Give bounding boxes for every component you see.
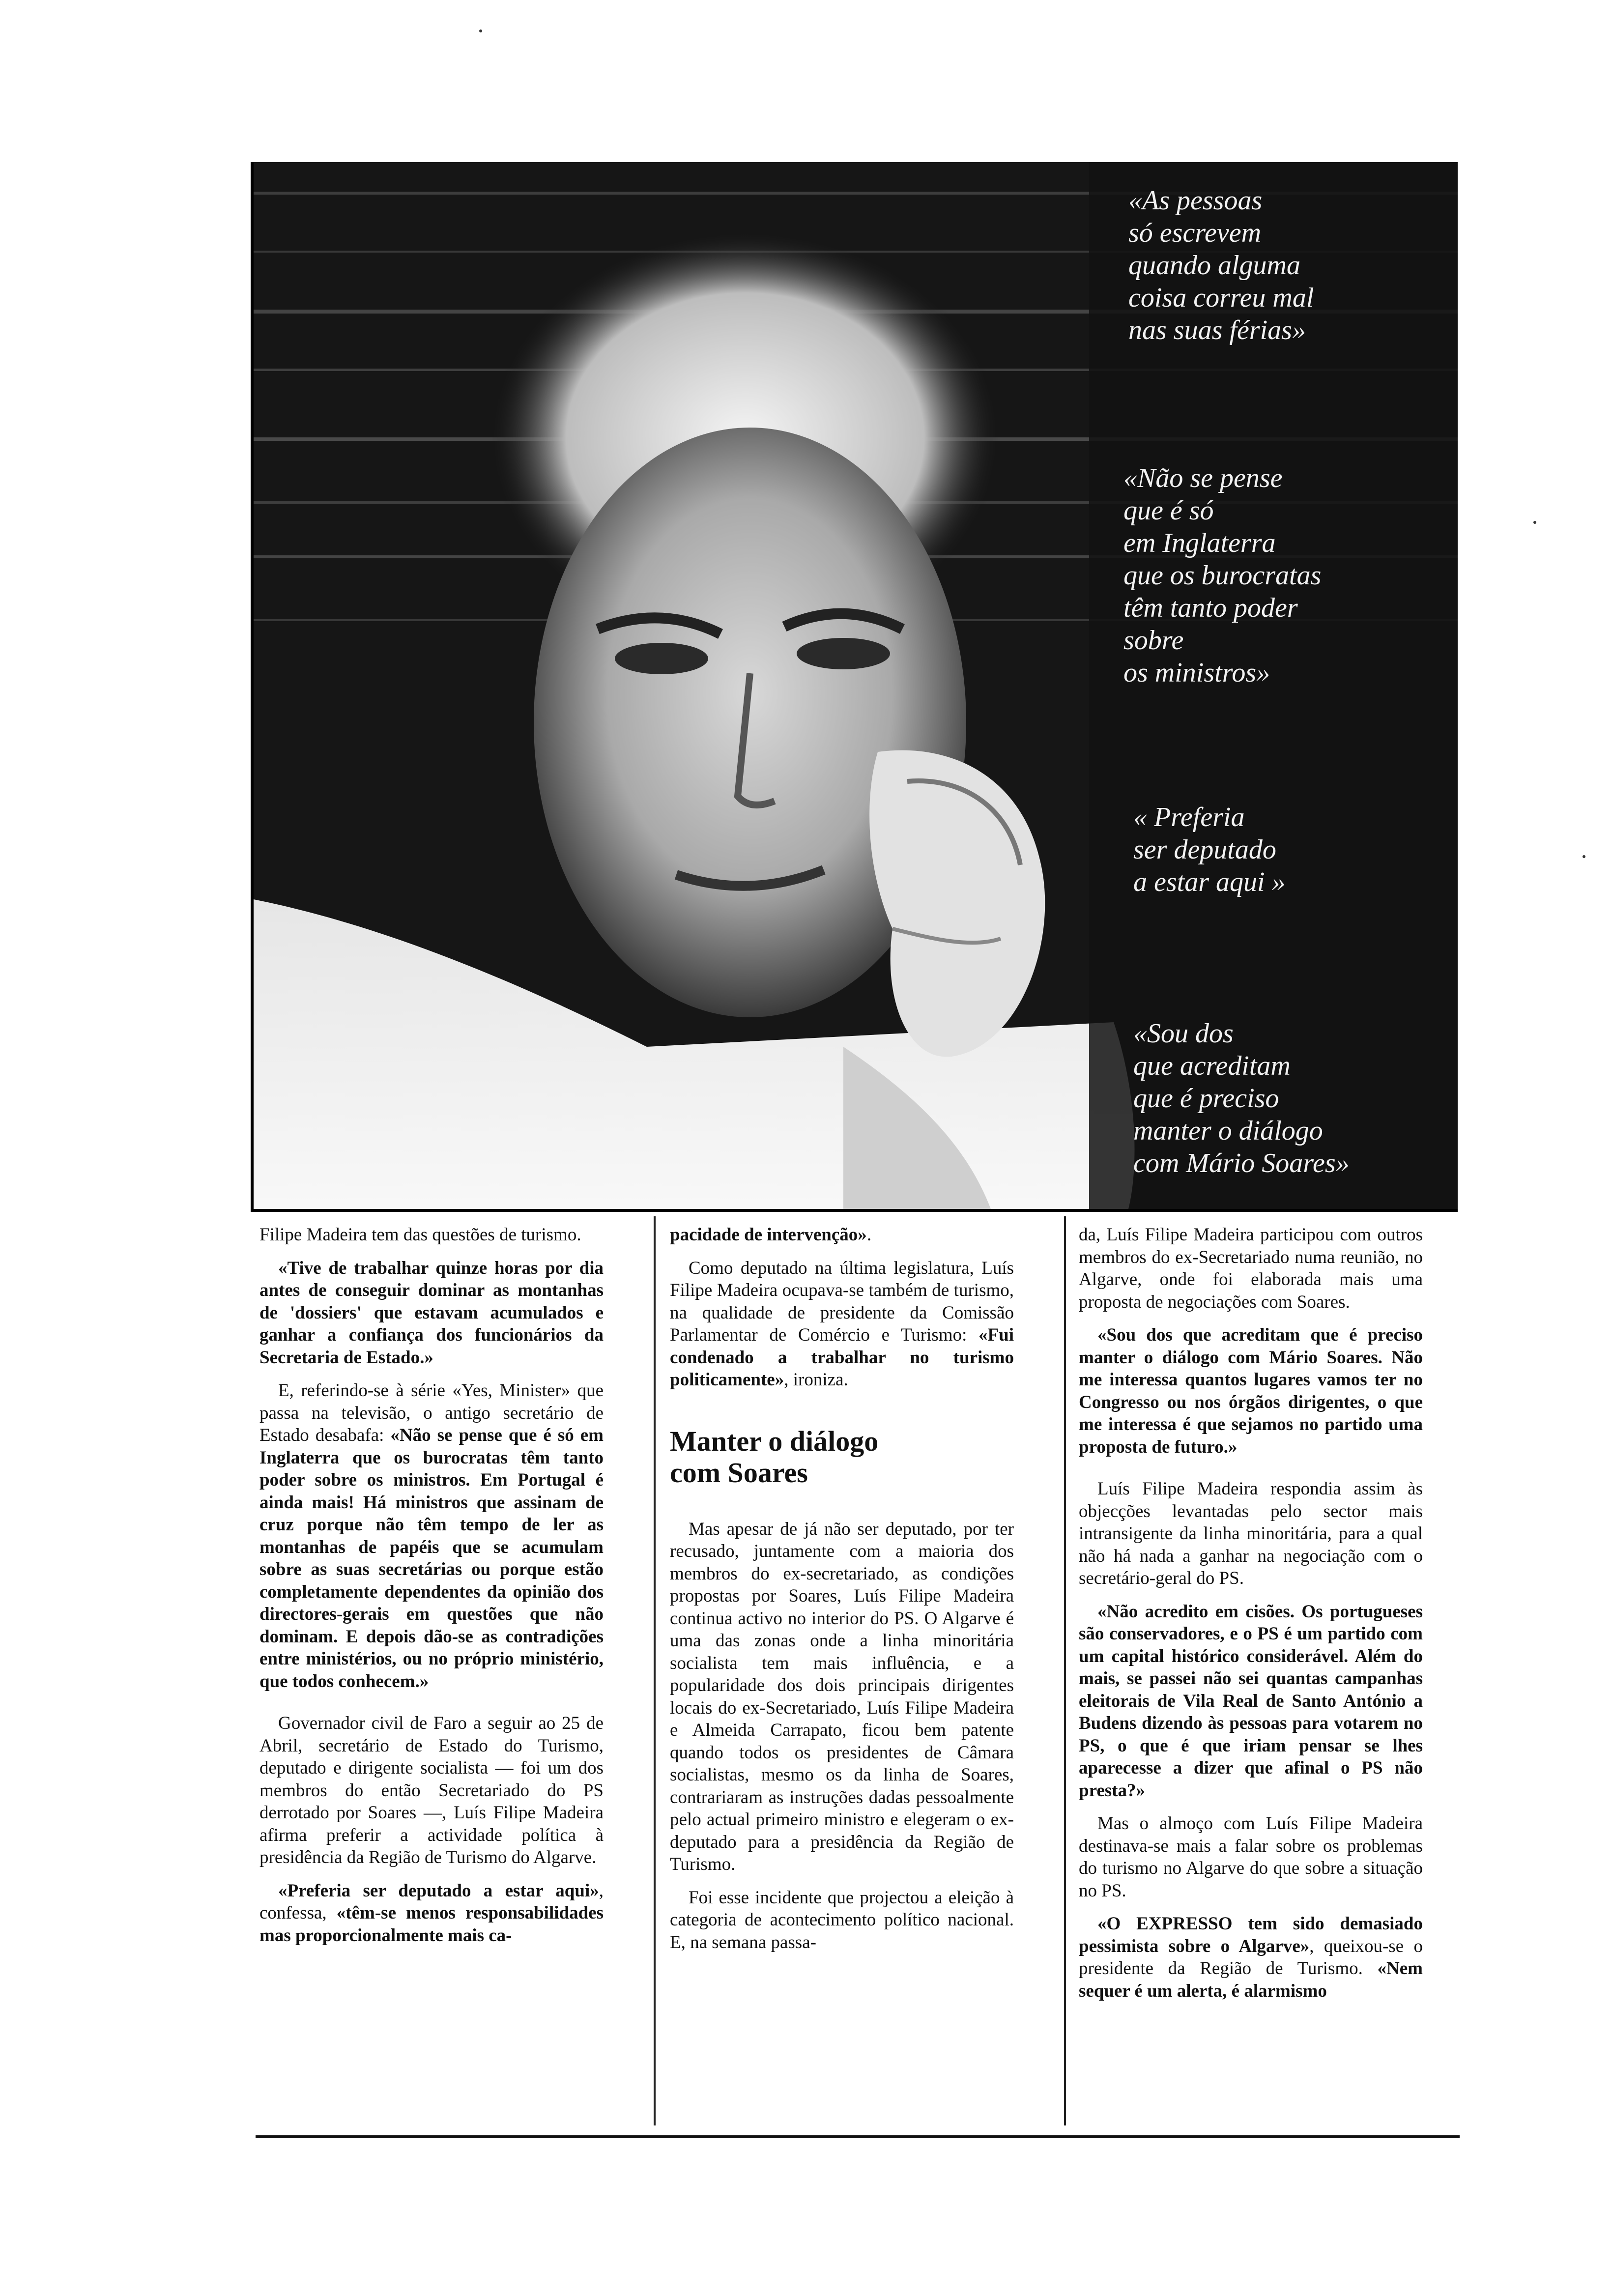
portrait-photo (251, 162, 1458, 1212)
bold-quote: «O EXPRESSO tem sido demasiado pessimista sobre o Algarve» (1079, 1914, 1423, 1956)
text: . (866, 1225, 872, 1245)
paragraph: Luís Filipe Madeira respondia assim às objecções levantadas pelo sector mais intransigente da linha minoritária, para a qual não há nada a ganhar na negociação com o secretário-geral do PS. (1079, 1479, 1423, 1588)
bold-quote: pacidade de intervenção» (670, 1225, 867, 1245)
scan-speck (479, 29, 482, 32)
bold-quote: «Não acredito em cisões. Os portugueses são conservadores, e o PS é um partido com um capital histórico considerável. Além do mais, se passei não sei quantas campanhas eleitorais de Vila Real de Santo António a Budens dizendo às pessoas para votarem no PS, o que é que iriam pensar se lhes aparecesse a dizer que afinal o PS não presta?» (1079, 1601, 1423, 1801)
bold-quote: «têm-se menos responsabilidades mas proporcionalmente mais ca- (259, 1903, 604, 1946)
article-column-1 (259, 1224, 604, 2133)
paragraph: Mas o almoço com Luís Filipe Madeira destinava-se mais a falar sobre os problemas do turismo no Algarve do que sobre a situação no PS. (1079, 1813, 1423, 1901)
paragraph: da, Luís Filipe Madeira participou com outros membros do ex-Secretariado numa reunião, no Algarve, onde foi elaborada mais uma proposta de negociações com Soares. (1079, 1225, 1423, 1312)
pull-quote-dialogo: «Sou dos que acreditam que é preciso manter o diálogo com Mário Soares» (1133, 1018, 1350, 1178)
bold-quote: «Nem sequer é um alerta, é alarmismo (1079, 1958, 1423, 2001)
paragraph (1079, 1601, 1423, 1802)
article-column-2 (670, 1224, 1014, 2133)
paragraph: Foi esse incidente que projectou a eleição à categoria de acontecimento político nacional. E, na semana passa- (670, 1887, 1014, 1952)
paragraph (1079, 1913, 1423, 2002)
scan-speck (1533, 521, 1536, 524)
text: E, referindo-se à série «Yes, Minister» que passa na televisão, o antigo secretário de Estado desabafa: (259, 1380, 604, 1445)
article-column-3 (1079, 1224, 1423, 2133)
paragraph: Filipe Madeira tem das questões de turismo. (259, 1225, 581, 1245)
column-divider-2 (1064, 1216, 1066, 2125)
text: Como deputado na última legislatura, Luís Filipe Madeira ocupava-se também de turismo, na qualidade de presidente da Comissão Parlamentar de Comércio e Turismo: (670, 1258, 1014, 1345)
paragraph (670, 1224, 1014, 1246)
paragraph (1079, 1324, 1423, 1458)
column-divider-1 (654, 1216, 656, 2125)
bold-quote: «Tive de trabalhar quinze horas por dia antes de conseguir dominar as montanhas de 'dossiers' que estavam acumulados e ganhar a confiança dos funcionários da Secretaria de Estado.» (259, 1258, 604, 1368)
paragraph (259, 1379, 604, 1693)
bold-quote: «Sou dos que acreditam que é preciso manter o diálogo com Mário Soares. Não me interessa quantos lugares vamos ter no Congresso ou nos órgãos dirigentes, o que me interessa é que sejamos no partido uma proposta de futuro.» (1079, 1325, 1423, 1457)
paragraph (670, 1257, 1014, 1391)
subheading: Manter o diálogo com Soares (670, 1425, 879, 1489)
text: , confessa, (259, 1880, 604, 1923)
bold-quote: «Não se pense que é só em Inglaterra que os burocratas têm tanto poder sobre os ministros. Em Portugal é ainda mais! Há ministros que assinam de cruz porque não têm tempo de ler as montanhas de papéis que se acumulam sobre as suas secretárias ou porque estão completamente dependentes da opinião dos directores-gerais em questões que não dominam. E depois dão-se as contradições entre ministérios, ou no próprio ministério, que todos conhecem.» (259, 1425, 604, 1692)
text: , queixou-se o presidente da Região de Turismo. (1079, 1936, 1423, 1979)
paragraph: Governador civil de Faro a seguir ao 25 de Abril, secretário de Estado do Turismo, deputado e dirigente socialista — foi um dos membros do então Secretariado do PS derrotado por Soares —, Luís Filipe Madeira afirma preferir a actividade política à presidência da Região de Turismo do Algarve. (259, 1713, 604, 1867)
bottom-rule (256, 2135, 1460, 2138)
pull-quote-deputado: « Preferia ser deputado a estar aqui » (1133, 802, 1286, 897)
pull-quote-burocratas: «Não se pense que é só em Inglaterra que os burocratas têm tanto poder sobre os ministros» (1123, 463, 1322, 688)
bold-quote: «Preferia ser deputado a estar aqui» (278, 1880, 599, 1901)
bold-quote: «Fui condenado a trabalhar no turismo politicamente» (670, 1325, 1014, 1390)
paragraph: Mas apesar de já não ser deputado, por ter recusado, juntamente com a maioria dos membros do ex-secretariado, as condições propostas por Soares, Luís Filipe Madeira continua activo no interior do PS. O Algarve é uma das zonas onde a linha minoritária socialista tem mais influência, e a popularidade dos dois principais dirigentes locais do ex-Secretariado, Luís Filipe Madeira e Almeida Carrapato, ficou bem patente quando todos os presidentes de Câmara socialistas, mesmo os da linha de Soares, contrariaram as instruções dadas pessoalmente pelo actual primeiro ministro e elegeram o ex-deputado para a presidência da Região de Turismo. (670, 1519, 1014, 1874)
scan-speck (1583, 855, 1585, 858)
paragraph (259, 1880, 604, 1947)
pull-quote-ferias: «As pessoas só escrevem quando alguma coisa correu mal nas suas férias» (1128, 185, 1314, 345)
paragraph (259, 1257, 604, 1369)
text: , ironiza. (784, 1370, 848, 1390)
